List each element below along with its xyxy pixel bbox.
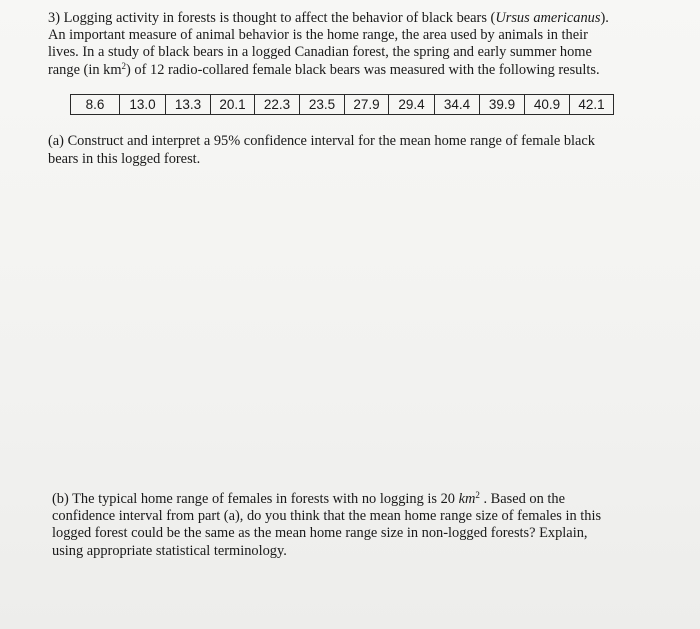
species-close: ). <box>600 10 609 26</box>
intro-line-3: lives. In a study of black bears in a logged Canadian forest, the spring and early summer home <box>48 44 592 61</box>
data-cell: 42.1 <box>570 95 614 115</box>
data-cell: 20.1 <box>211 95 255 115</box>
table-row <box>71 95 614 115</box>
home-range-data-table <box>70 94 614 115</box>
intro-line-4 <box>48 62 648 79</box>
km-unit: km <box>458 491 476 507</box>
data-cell: 13.0 <box>120 95 166 115</box>
intro-line-4-rest: ) of 12 radio-collared female black bears was measured with the following results. <box>126 61 600 78</box>
data-cell: 34.4 <box>435 95 480 115</box>
part-b-line-3: logged forest could be the same as the mean home range size in non-logged forests? Explain, <box>52 525 588 542</box>
part-b-line-4: using appropriate statistical terminology. <box>52 542 287 559</box>
intro-line-2: An important measure of animal behavior is the home range, the area used by animals in their <box>48 27 588 44</box>
species-name: Ursus americanus <box>495 10 601 26</box>
km-exponent: 2 <box>121 60 127 71</box>
question-3-intro <box>48 10 648 79</box>
km-unit-exponent: 2 <box>475 490 480 500</box>
part-a-line-1: (a) Construct and interpret a 95% confidence interval for the mean home range of female black <box>48 133 596 149</box>
data-cell: 23.5 <box>300 95 345 115</box>
part-a-prompt <box>48 133 648 168</box>
data-cell: 40.9 <box>525 95 570 115</box>
part-b-prompt <box>52 491 652 560</box>
intro-line-4-text: range (in km <box>48 61 122 78</box>
data-cell: 13.3 <box>166 95 211 115</box>
data-cell: 29.4 <box>389 95 435 115</box>
intro-line-1-text: 3) Logging activity in forests is thought to affect the behavior of black bears ( <box>48 10 496 26</box>
part-b-line-2: confidence interval from part (a), do you think that the mean home range size of females in this <box>52 508 602 525</box>
part-b-line-1-text: (b) The typical home range of females in forests with no logging is 20 <box>52 491 459 507</box>
intro-line-1 <box>48 10 648 27</box>
data-cell: 27.9 <box>345 95 389 115</box>
data-cell: 22.3 <box>255 95 300 115</box>
part-b-line-1 <box>52 491 652 508</box>
part-a-line-2: bears in this logged forest. <box>48 150 201 167</box>
data-cell: 39.9 <box>480 95 525 115</box>
part-b-line-1-rest: . Based on the <box>479 491 565 507</box>
data-cell: 8.6 <box>71 95 120 115</box>
